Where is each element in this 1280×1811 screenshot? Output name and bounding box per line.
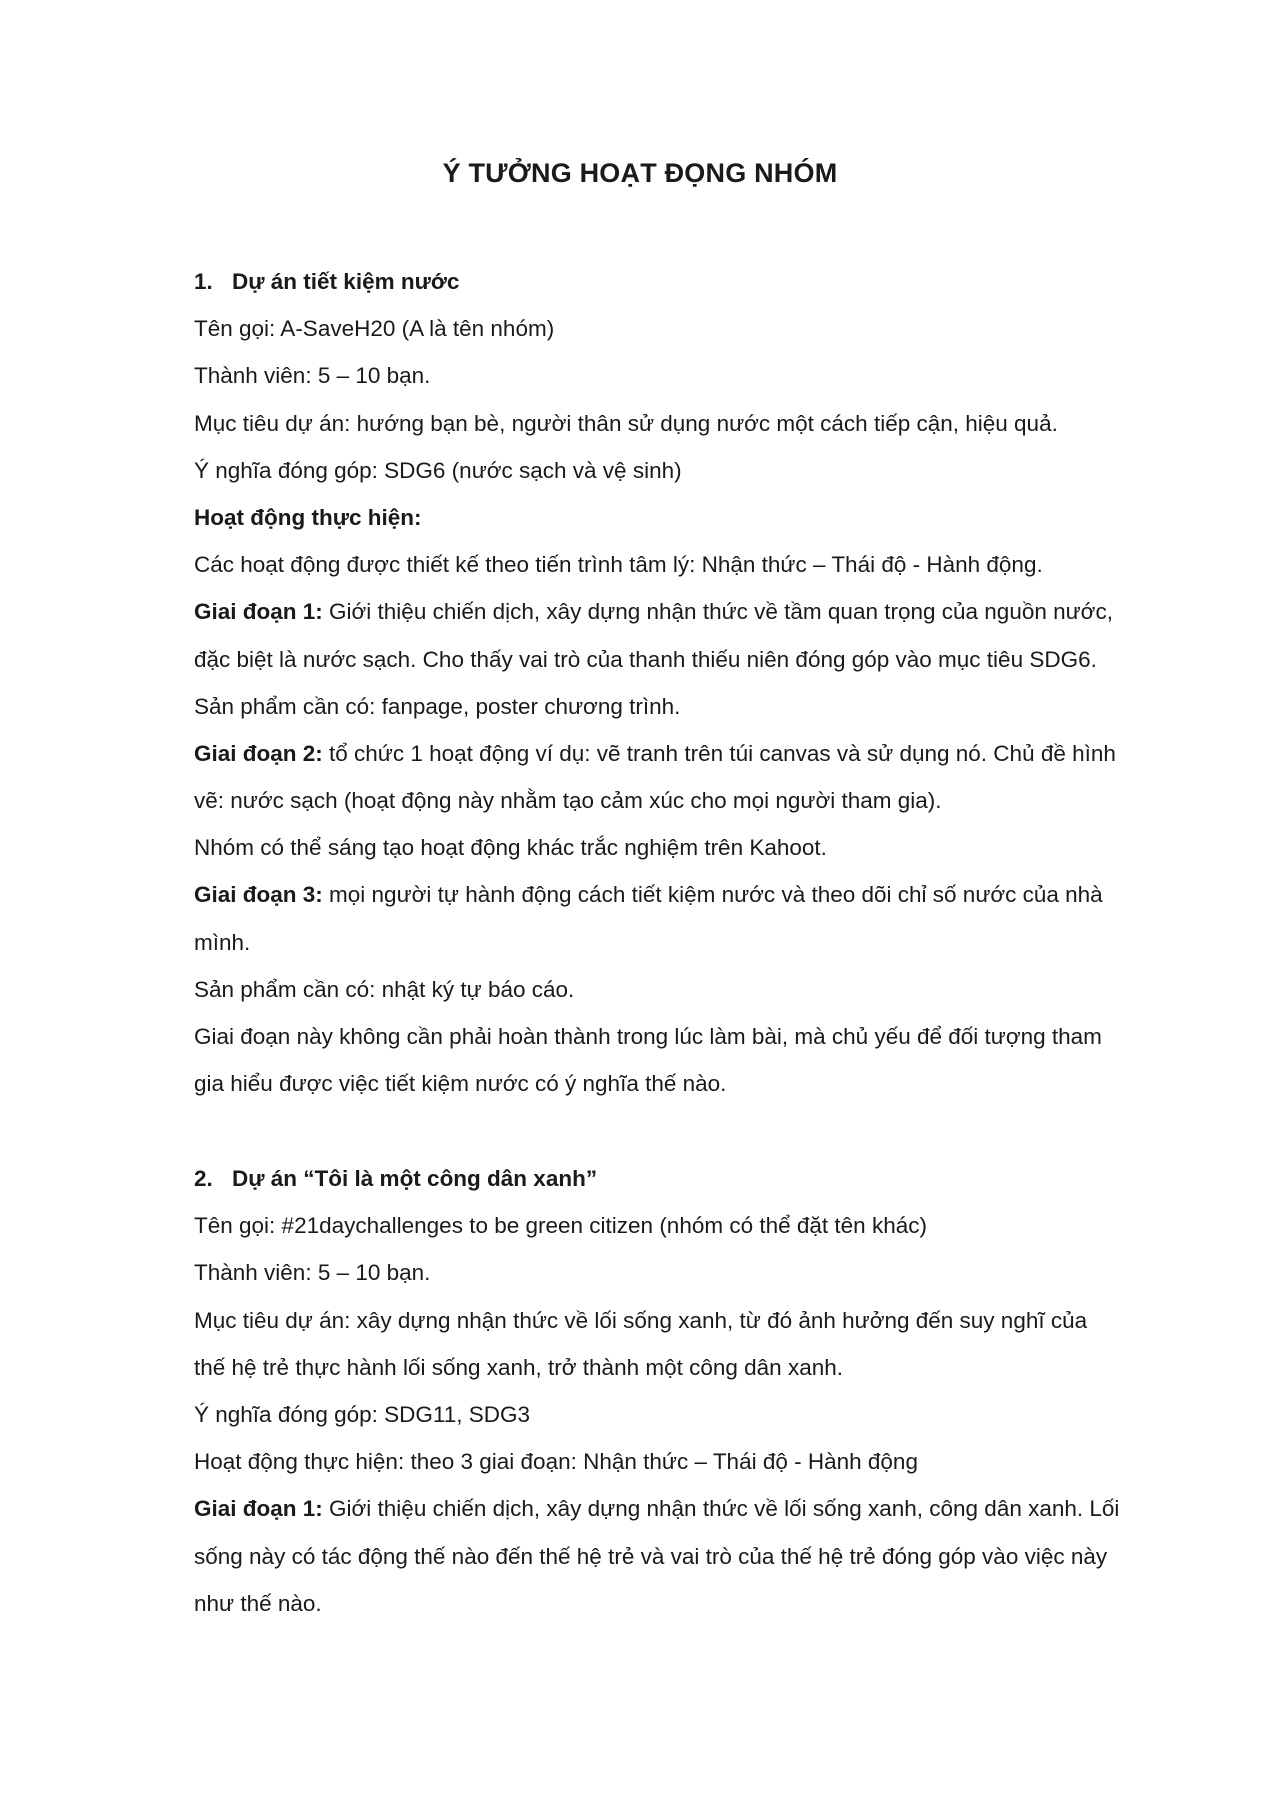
activities-heading: Hoạt động thực hiện: [194, 504, 422, 530]
project-members: Thành viên: 5 – 10 bạn. [194, 363, 431, 389]
section-heading [194, 258, 1139, 305]
stage-label: Giai đoạn 1: [194, 1496, 323, 1522]
section-water-saving [194, 258, 1139, 1107]
stage-3-paragraph [194, 871, 1139, 918]
stage-1-paragraph [194, 1485, 1139, 1532]
project-name: Tên gọi: #21daychallenges to be green citizen (nhóm có thể đặt tên khác) [194, 1213, 927, 1239]
stage-label: Giai đoạn 2: [194, 740, 323, 766]
activities-intro: Hoạt động thực hiện: theo 3 giai đoạn: Nhận thức – Thái độ - Hành động [194, 1449, 918, 1475]
project-significance: Ý nghĩa đóng góp: SDG11, SDG3 [194, 1401, 531, 1427]
project-goal-continued: thế hệ trẻ thực hành lối sống xanh, trở thành một công dân xanh. [194, 1354, 843, 1380]
stage-note: Giai đoạn này không cần phải hoàn thành trong lúc làm bài, mà chủ yếu để đối tượng tham [194, 1024, 1102, 1049]
stage-1-continued: đặc biệt là nước sạch. Cho thấy vai trò của thanh thiếu niên đóng góp vào mục tiêu SDG6. [194, 646, 1097, 672]
project-goal: Mục tiêu dự án: hướng bạn bè, người thân sử dụng nước một cách tiếp cận, hiệu quả. [194, 410, 1058, 436]
stage-2-continued: vẽ: nước sạch (hoạt động này nhằm tạo cảm xúc cho mọi người tham gia). [194, 788, 942, 814]
stage-text: tổ chức 1 hoạt động ví dụ: vẽ tranh trên túi canvas và sử dụng nó. Chủ đề hình [322, 740, 1116, 766]
section-green-citizen [194, 1155, 1139, 1627]
section-number: 1. [194, 269, 213, 294]
section-title: Dự án “Tôi là một công dân xanh” [232, 1166, 598, 1191]
stage-3-product: Sản phẩm cần có: nhật ký tự báo cáo. [194, 976, 575, 1002]
stage-1-continued: sống này có tác động thế nào đến thế hệ trẻ và vai trò của thế hệ trẻ đóng góp vào việc này [194, 1543, 1108, 1569]
stage-text: Giới thiệu chiến dịch, xây dựng nhận thức về lối sống xanh, công dân xanh. Lối [322, 1496, 1120, 1522]
section-title: Dự án tiết kiệm nước [232, 269, 460, 294]
page-title: Ý TƯỞNG HOẠT ĐỌNG NHÓM [442, 158, 838, 188]
section-number: 2. [194, 1166, 213, 1191]
stage-2-alternative: Nhóm có thể sáng tạo hoạt động khác trắc nghiệm trên Kahoot. [194, 835, 827, 861]
project-significance: Ý nghĩa đóng góp: SDG6 (nước sạch và vệ sinh) [194, 457, 682, 483]
project-members: Thành viên: 5 – 10 bạn. [194, 1260, 431, 1286]
stage-1-paragraph [194, 588, 1139, 635]
project-goal: Mục tiêu dự án: xây dựng nhận thức về lối sống xanh, từ đó ảnh hưởng đến suy nghĩ của [194, 1307, 1088, 1333]
stage-1-conclusion: như thế nào. [194, 1590, 322, 1616]
stage-1-product: Sản phẩm cần có: fanpage, poster chương trình. [194, 693, 681, 719]
stage-label: Giai đoạn 3: [194, 882, 323, 908]
stage-3-continued: mình. [194, 929, 251, 955]
activities-intro: Các hoạt động được thiết kế theo tiến trình tâm lý: Nhận thức – Thái độ - Hành động. [194, 552, 1043, 578]
project-name: Tên gọi: A-SaveH20 (A là tên nhóm) [194, 316, 555, 342]
stage-note-continued: gia hiểu được việc tiết kiệm nước có ý nghĩa thế nào. [194, 1071, 727, 1097]
stage-text: Giới thiệu chiến dịch, xây dựng nhận thức về tầm quan trọng của nguồn nước, [322, 599, 1113, 625]
stage-label: Giai đoạn 1: [194, 599, 323, 625]
section-heading [194, 1155, 1139, 1202]
stage-text: mọi người tự hành động cách tiết kiệm nước và theo dõi chỉ số nước của nhà [322, 882, 1103, 908]
stage-2-paragraph [194, 730, 1139, 777]
